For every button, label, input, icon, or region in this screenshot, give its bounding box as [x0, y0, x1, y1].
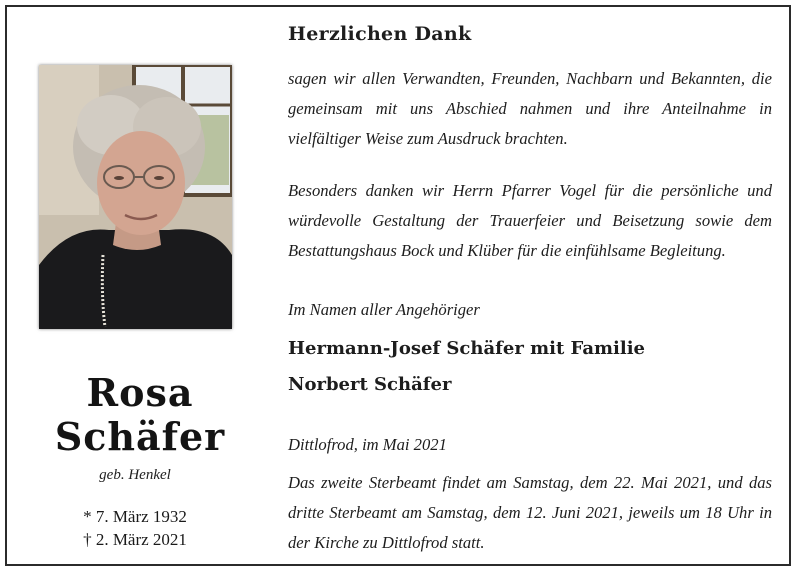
- family-name-2: Norbert Schäfer: [288, 374, 452, 395]
- deceased-first-name: Rosa: [86, 370, 194, 415]
- maiden-name: geb. Henkel: [99, 467, 171, 483]
- death-date: † 2. März 2021: [83, 530, 187, 549]
- place-date: Dittlofrod, im Mai 2021: [288, 435, 447, 454]
- notice-heading: Herzlichen Dank: [288, 23, 472, 45]
- on-behalf-line: Im Namen aller Angehöriger: [288, 300, 480, 319]
- thanks-paragraph: sagen wir allen Verwandten, Freunden, Nachbarn und Bekannten, die gemeinsam mit uns Abschied nahmen und ihre Anteilnahme in vielfältiger Weise zum Ausdruck brachten.: [288, 69, 772, 148]
- family-name-1: Hermann-Josef Schäfer mit Familie: [288, 338, 646, 359]
- portrait-photo: [39, 65, 232, 329]
- birth-date: * 7. März 1932: [83, 507, 187, 526]
- deceased-last-name: Schäfer: [54, 414, 226, 459]
- special-thanks-paragraph: Besonders danken wir Herrn Pfarrer Vogel für die persönliche und würdevolle Gestaltung der Trauerfeier und Beisetzung sowie dem Bestattungshaus Bock und Klüber für die einfühlsame Begleitung.: [288, 181, 772, 260]
- memorial-mass-paragraph: Das zweite Sterbeamt findet am Samstag, dem 22. Mai 2021, und das dritte Sterbeamt am Samstag, dem 12. Juni 2021, jeweils um 18 Uhr in der Kirche zu Dittlofrod statt.: [288, 473, 772, 552]
